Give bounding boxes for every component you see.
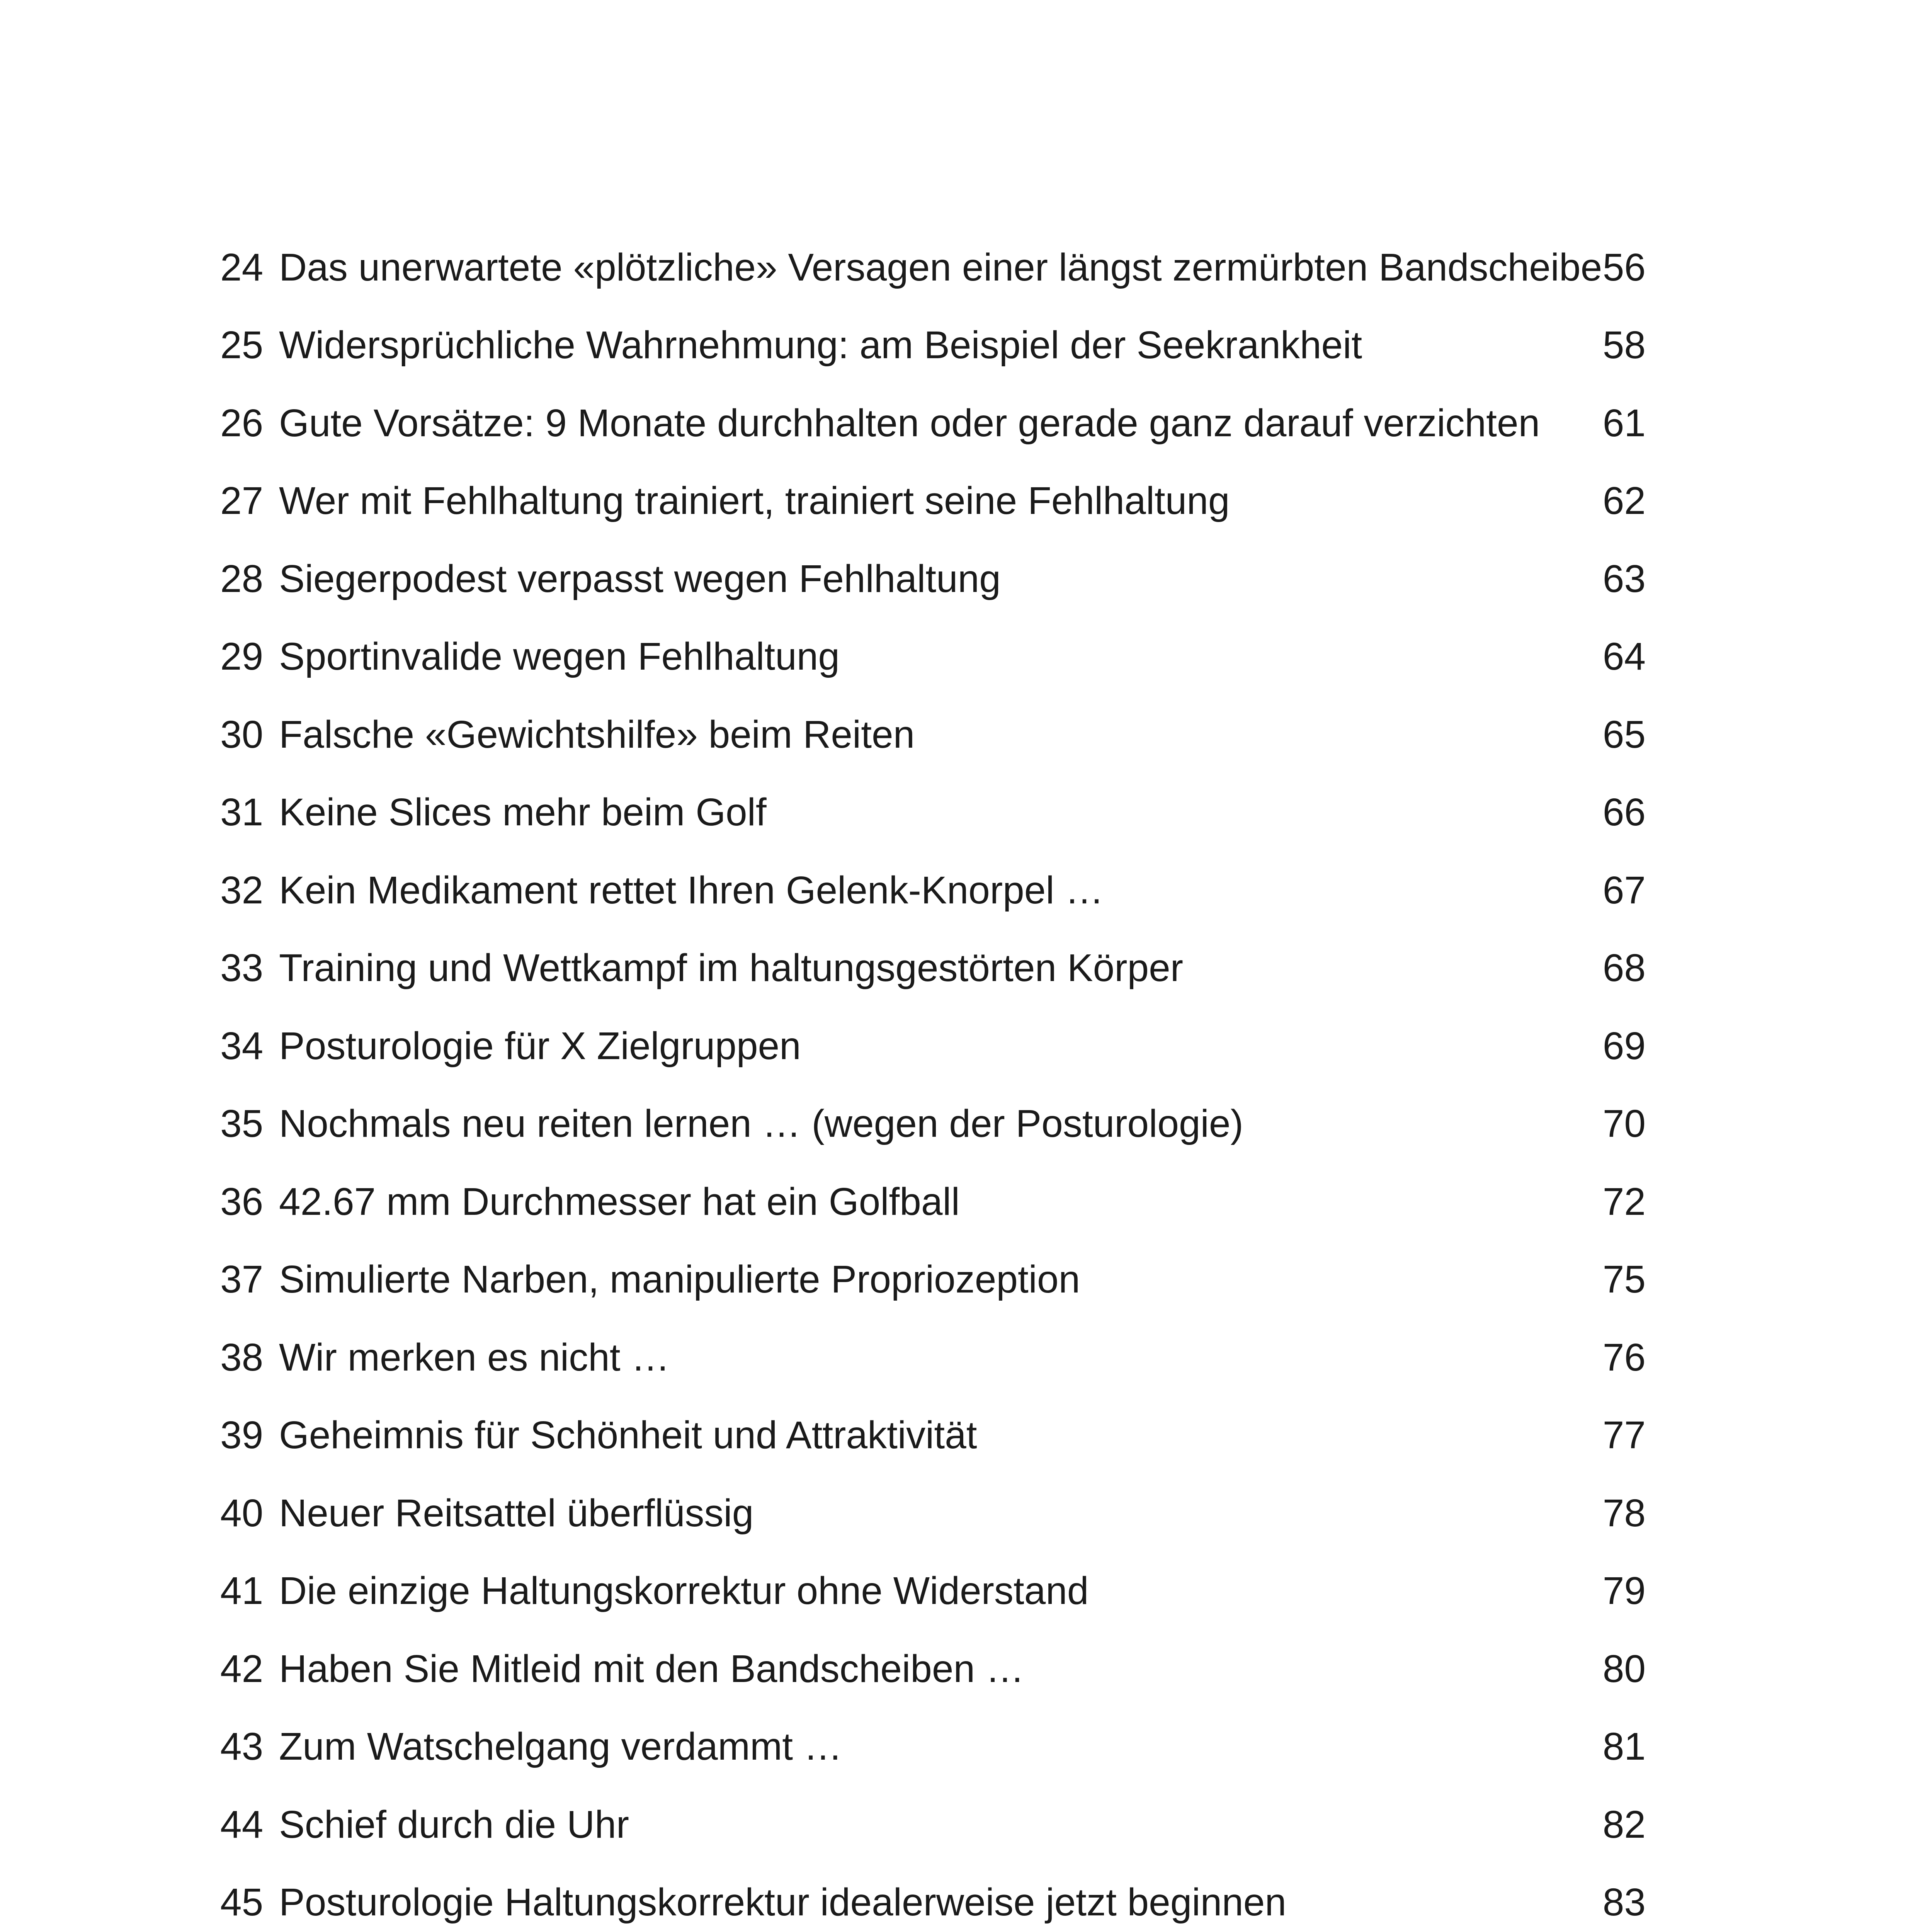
toc-entry-number: 39	[220, 1413, 264, 1457]
toc-entry-title: Geheimnis für Schönheit und Attraktivität	[279, 1413, 977, 1457]
toc-entry	[0, 1319, 1932, 1396]
toc-entry-number: 28	[220, 557, 264, 600]
toc-entry-number: 42	[220, 1647, 264, 1690]
toc-entry-page: 58	[1602, 323, 1646, 367]
toc-entry	[0, 1475, 1932, 1552]
toc-entry-title: Nochmals neu reiten lernen … (wegen der Posturologie)	[279, 1102, 1243, 1145]
toc-entry-page: 70	[1602, 1102, 1646, 1145]
toc-entry	[0, 1396, 1932, 1474]
toc-entry-page: 82	[1602, 1803, 1646, 1846]
toc-entry	[0, 229, 1932, 306]
toc-entry	[0, 1708, 1932, 1785]
toc-entry-number: 30	[220, 713, 264, 756]
toc-entry-title: Schief durch die Uhr	[279, 1803, 629, 1846]
toc-entry-page: 77	[1602, 1413, 1646, 1457]
toc-entry-title: Kein Medikament rettet Ihren Gelenk-Knorpel …	[279, 869, 1104, 912]
toc-entry-title: Gute Vorsätze: 9 Monate durchhalten oder gerade ganz darauf verzichten	[279, 401, 1540, 445]
toc-entry-number: 34	[220, 1024, 264, 1068]
toc-entry-title: Neuer Reitsattel überflüssig	[279, 1492, 754, 1535]
toc-entry	[0, 1085, 1932, 1162]
toc-entry	[0, 1552, 1932, 1629]
toc-entry-page: 80	[1602, 1647, 1646, 1690]
toc-entry-page: 64	[1602, 635, 1646, 678]
toc-entry-page: 65	[1602, 713, 1646, 756]
toc-entry-page: 68	[1602, 946, 1646, 990]
toc-entry-number: 44	[220, 1803, 264, 1846]
toc-entry	[0, 1007, 1932, 1085]
toc-entry-number: 29	[220, 635, 264, 678]
toc-entry	[0, 1241, 1932, 1318]
toc-entry	[0, 462, 1932, 539]
toc-entry-number: 45	[220, 1881, 264, 1924]
toc-entry-number: 41	[220, 1569, 264, 1612]
toc-entry-number: 36	[220, 1180, 264, 1223]
toc-entry-number: 27	[220, 479, 264, 522]
toc-entry	[0, 1630, 1932, 1708]
toc-entry-page: 72	[1602, 1180, 1646, 1223]
toc-entry	[0, 1786, 1932, 1863]
toc-entry-number: 40	[220, 1492, 264, 1535]
toc-entry-page: 63	[1602, 557, 1646, 600]
toc-entry-title: Das unerwartete «plötzliche» Versagen einer längst zermürbten Bandscheibe	[279, 246, 1602, 289]
toc-entry-title: Sportinvalide wegen Fehlhaltung	[279, 635, 840, 678]
toc-entry-number: 35	[220, 1102, 264, 1145]
toc-entry-title: Siegerpodest verpasst wegen Fehlhaltung	[279, 557, 1001, 600]
toc-entry-number: 33	[220, 946, 264, 990]
toc-entry-page: 61	[1602, 401, 1646, 445]
toc-entry-page: 75	[1602, 1258, 1646, 1301]
toc-entry	[0, 774, 1932, 851]
toc-entry-title: Posturologie für X Zielgruppen	[279, 1024, 801, 1068]
toc-entry-title: Posturologie Haltungskorrektur idealerweise jetzt beginnen	[279, 1881, 1287, 1924]
toc-entry-number: 31	[220, 791, 264, 834]
toc-entry-page: 67	[1602, 869, 1646, 912]
toc-entry	[0, 929, 1932, 1007]
toc-entry-page: 78	[1602, 1492, 1646, 1535]
toc-entry	[0, 1864, 1932, 1932]
toc-entry-title: Zum Watschelgang verdammt …	[279, 1725, 842, 1768]
toc-entry-number: 38	[220, 1336, 264, 1379]
toc-entry-page: 76	[1602, 1336, 1646, 1379]
toc-entry	[0, 852, 1932, 929]
toc-entry	[0, 306, 1932, 384]
toc-entry-page: 56	[1602, 246, 1646, 289]
toc-entry-title: Training und Wettkampf im haltungsgestörten Körper	[279, 946, 1184, 990]
toc-entry-page: 69	[1602, 1024, 1646, 1068]
toc-entry-number: 24	[220, 246, 264, 289]
toc-entry-page: 62	[1602, 479, 1646, 522]
toc-entry-title: Wir merken es nicht …	[279, 1336, 670, 1379]
toc-entry-title: Wer mit Fehlhaltung trainiert, trainiert seine Fehlhaltung	[279, 479, 1230, 522]
toc-entry-page: 66	[1602, 791, 1646, 834]
toc-entry-number: 37	[220, 1258, 264, 1301]
toc-entry	[0, 618, 1932, 695]
toc-entry	[0, 696, 1932, 773]
toc-entry-number: 32	[220, 869, 264, 912]
toc-entry-page: 79	[1602, 1569, 1646, 1612]
toc-entry-title: Widersprüchliche Wahrnehmung: am Beispiel der Seekrankheit	[279, 323, 1362, 367]
toc-entry-number: 25	[220, 323, 264, 367]
toc-entry-title: Falsche «Gewichtshilfe» beim Reiten	[279, 713, 915, 756]
toc-entry	[0, 540, 1932, 617]
toc-entry-title: Keine Slices mehr beim Golf	[279, 791, 767, 834]
toc-entry-number: 43	[220, 1725, 264, 1768]
toc-entry-title: Haben Sie Mitleid mit den Bandscheiben …	[279, 1647, 1024, 1690]
toc-entry-title: 42.67 mm Durchmesser hat ein Golfball	[279, 1180, 960, 1223]
toc-entry	[0, 384, 1932, 462]
toc-entry-page: 83	[1602, 1881, 1646, 1924]
toc-entry-title: Die einzige Haltungskorrektur ohne Widerstand	[279, 1569, 1089, 1612]
toc-entry	[0, 1163, 1932, 1240]
toc-entry-page: 81	[1602, 1725, 1646, 1768]
toc-entry-number: 26	[220, 401, 264, 445]
toc-entry-title: Simulierte Narben, manipulierte Propriozeption	[279, 1258, 1080, 1301]
